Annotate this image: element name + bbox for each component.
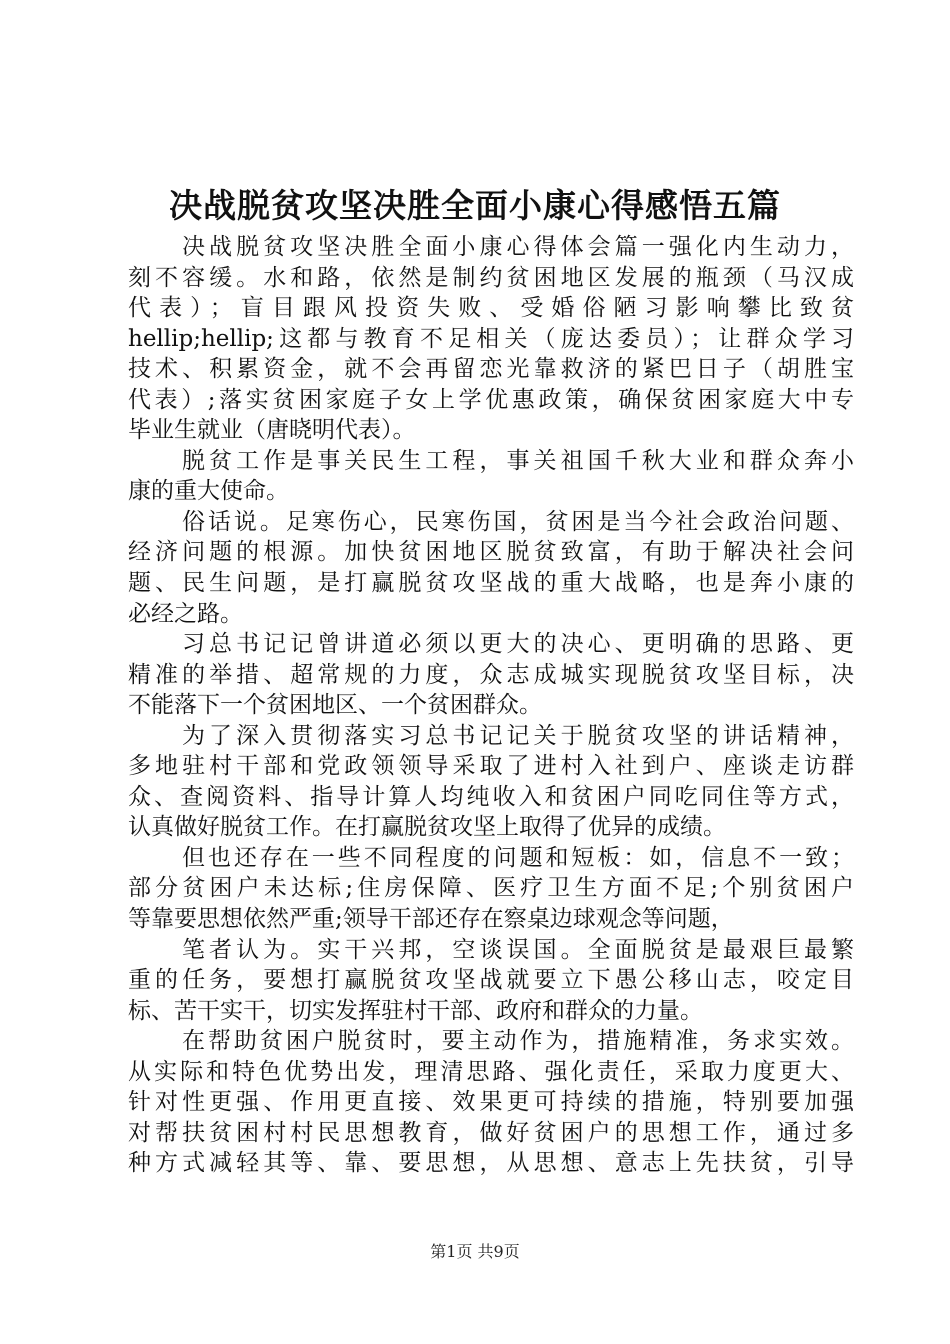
text-line: 笔者认为。实干兴邦，空谈误国。全面脱贫是最艰巨最繁 [182, 936, 854, 963]
text-line: 康的重大使命。 [128, 478, 289, 505]
text-line: 决战脱贫攻坚决胜全面小康心得体会篇一强化内生动力， [182, 234, 854, 260]
text-line: 但也还存在一些不同程度的问题和短板：如，信息不一致； [182, 844, 854, 871]
text-line: 为了深入贯彻落实习总书记记关于脱贫攻坚的讲话精神， [182, 722, 854, 749]
text-line: 众、查阅资料、指导计算人均纯收入和贫困户同吃同住等方式， [128, 783, 854, 810]
text-line: 不能落下一个贫困地区、一个贫困群众。 [128, 692, 542, 719]
text-line: 精准的举措、超常规的力度，众志成城实现脱贫攻坚目标，决 [128, 661, 854, 688]
text-line: 重的任务，要想打赢脱贫攻坚战就要立下愚公移山志，咬定目 [128, 967, 854, 994]
text-line: 部分贫困户未达标;住房保障、医疗卫生方面不足;个别贫困户 [128, 875, 854, 902]
text-line: 必经之路。 [128, 600, 243, 627]
text-line: 代表）;落实贫困家庭子女上学优惠政策，确保贫困家庭大中专 [128, 386, 854, 413]
text-line: 技术、积累资金，就不会再留恋光靠救济的紧巴日子（胡胜宝 [128, 356, 854, 383]
page-number-footer: 第1页 共9页 [430, 1242, 520, 1261]
text-line: hellip;hellip;这都与教育不足相关（庞达委员）；让群众学习 [128, 325, 854, 352]
text-line: 在帮助贫困户脱贫时，要主动作为，措施精准，务求实效。 [182, 1028, 854, 1055]
text-line: 习总书记记曾讲道必须以更大的决心、更明确的思路、更 [182, 631, 854, 658]
text-line: 认真做好脱贫工作。在打赢脱贫攻坚上取得了优异的成绩。 [128, 814, 726, 841]
text-line: 题、民生问题，是打赢脱贫攻坚战的重大战略，也是奔小康的 [128, 570, 854, 597]
text-line: 种方式减轻其等、靠、要思想，从思想、意志上先扶贫，引导 [128, 1150, 854, 1177]
text-line: 经济问题的根源。加快贫困地区脱贫致富，有助于解决社会问 [128, 539, 854, 566]
document-body [128, 232, 854, 1179]
document-title: 决战脱贫攻坚决胜全面小康心得感悟五篇 [169, 186, 781, 225]
text-line: 俗话说。足寒伤心，民寒伤国，贫困是当今社会政治问题、 [182, 508, 854, 535]
text-line: 等靠要思想依然严重;领导干部还存在察桌边球观念等问题， [128, 906, 734, 933]
text-line: 对帮扶贫困村村民思想教育，做好贫困户的思想工作，通过多 [128, 1119, 854, 1146]
text-line: 脱贫工作是事关民生工程，事关祖国千秋大业和群众奔小 [182, 447, 854, 474]
text-line: 从实际和特色优势出发，理清思路、强化责任，采取力度更大、 [128, 1058, 854, 1085]
text-line: 标、苦干实干，切实发挥驻村干部、政府和群众的力量。 [128, 997, 703, 1024]
text-line: 针对性更强、作用更直接、效果更可持续的措施，特别要加强 [128, 1089, 854, 1116]
text-line: 刻不容缓。水和路，依然是制约贫困地区发展的瓶颈（马汉成 [128, 264, 854, 291]
text-line: 多地驻村干部和党政领领导采取了进村入社到户、座谈走访群 [128, 753, 854, 780]
text-line: 毕业生就业（唐晓明代表）。 [128, 417, 416, 444]
text-line: 代表）；盲目跟风投资失败、受婚俗陋习影响攀比致贫 [128, 295, 854, 322]
